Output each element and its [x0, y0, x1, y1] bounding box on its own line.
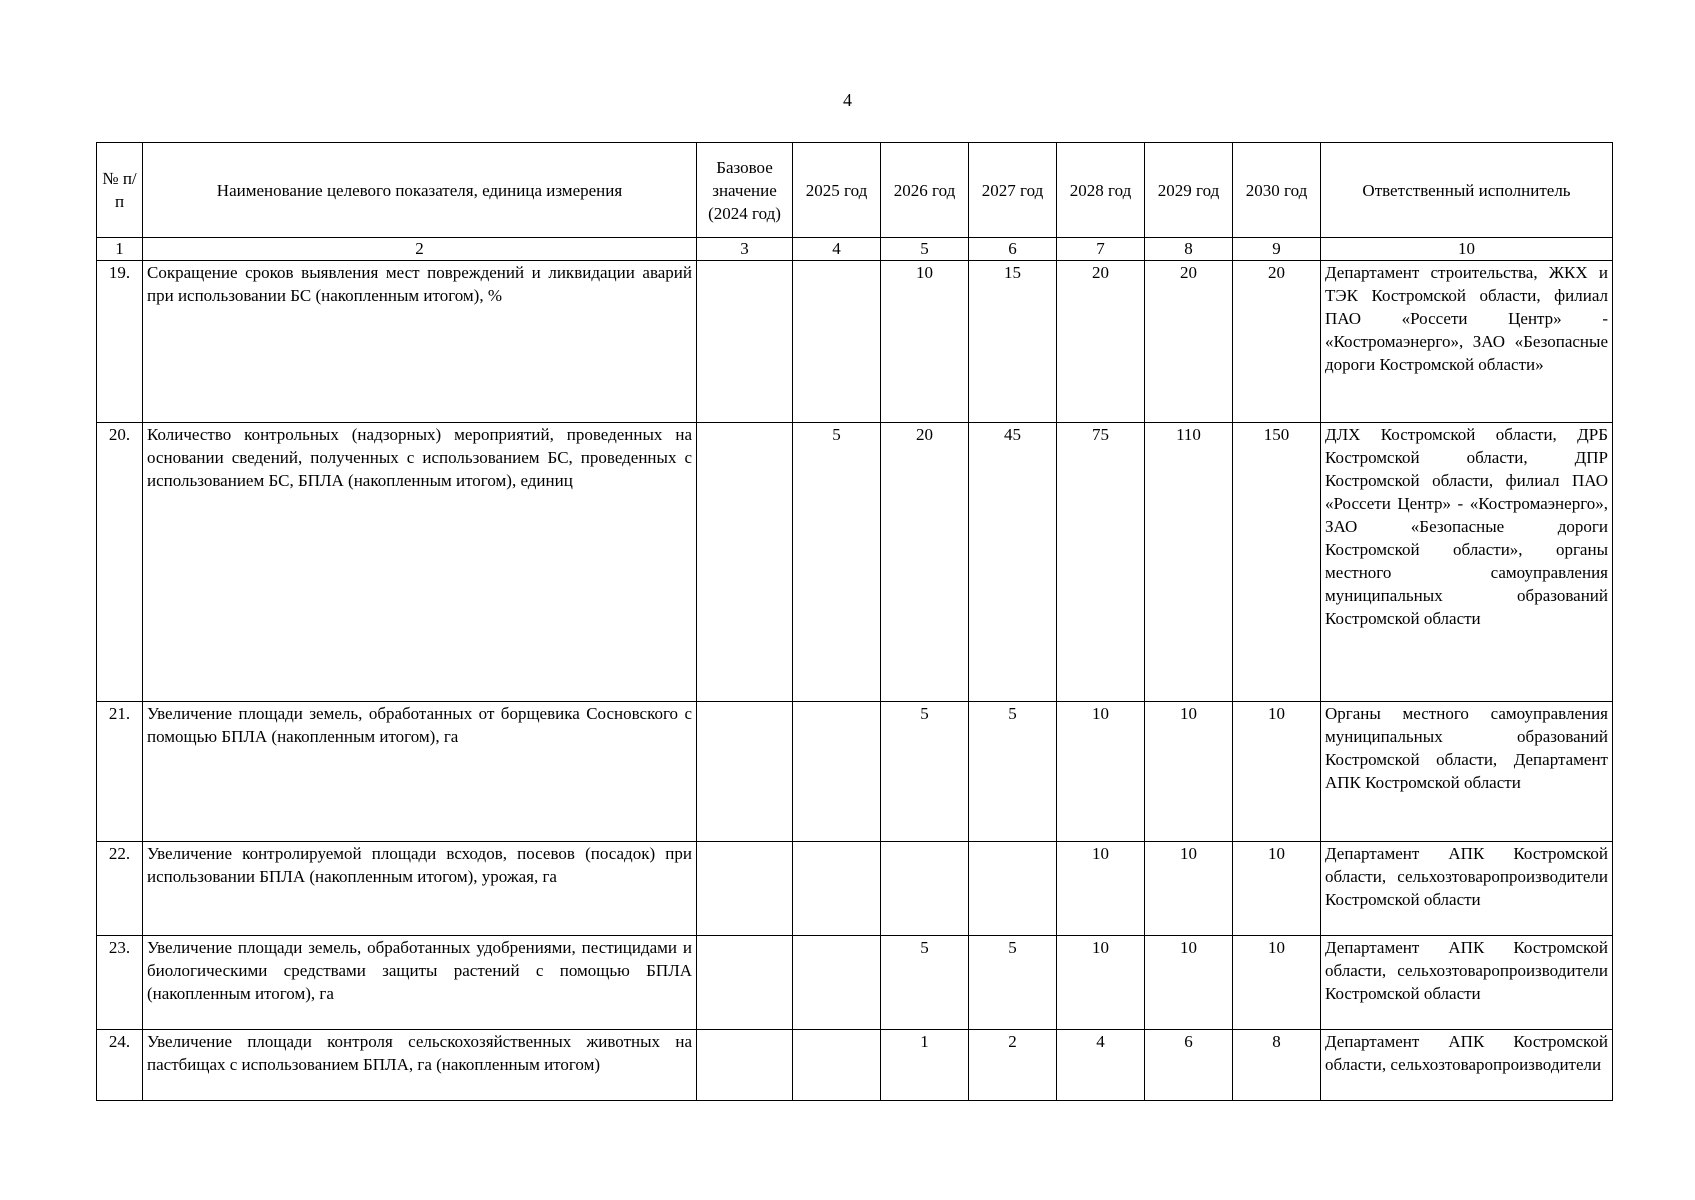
table-row	[97, 423, 1613, 702]
value-2028: 10	[1057, 936, 1145, 1030]
header-2029: 2029 год	[1145, 143, 1233, 238]
column-number: 3	[697, 238, 793, 261]
value-base	[697, 1030, 793, 1101]
value-2027: 5	[969, 702, 1057, 842]
column-number: 6	[969, 238, 1057, 261]
value-2030: 8	[1233, 1030, 1321, 1101]
column-number: 5	[881, 238, 969, 261]
header-num: № п/п	[97, 143, 143, 238]
indicator-name: Увеличение площади земель, обработанных удобрениями, пестицидами и биологическими средствами защиты растений с помощью БПЛА (накопленным итогом), га	[143, 936, 697, 1030]
value-2028: 20	[1057, 261, 1145, 423]
table-row	[97, 1030, 1613, 1101]
table-row	[97, 936, 1613, 1030]
value-base	[697, 936, 793, 1030]
responsible-executor: Департамент АПК Костромской области, сельхозтоваропроизводители Костромской области	[1321, 936, 1613, 1030]
value-2028: 75	[1057, 423, 1145, 702]
row-number: 19.	[97, 261, 143, 423]
value-2026: 20	[881, 423, 969, 702]
value-2026: 5	[881, 936, 969, 1030]
column-number-row	[97, 238, 1613, 261]
responsible-executor: Департамент строительства, ЖКХ и ТЭК Костромской области, филиал ПАО «Россети Центр» - «Костромаэнерго», ЗАО «Безопасные дороги Костромской области»	[1321, 261, 1613, 423]
row-number: 22.	[97, 842, 143, 936]
header-2025: 2025 год	[793, 143, 881, 238]
value-base	[697, 702, 793, 842]
value-2025	[793, 702, 881, 842]
value-2029: 6	[1145, 1030, 1233, 1101]
value-2030: 10	[1233, 702, 1321, 842]
value-2026: 5	[881, 702, 969, 842]
indicators-table	[96, 142, 1613, 1101]
value-2030: 10	[1233, 936, 1321, 1030]
value-2029: 10	[1145, 842, 1233, 936]
indicator-name: Увеличение площади контроля сельскохозяйственных животных на пастбищах с использованием БПЛА, га (накопленным итогом)	[143, 1030, 697, 1101]
value-2029: 20	[1145, 261, 1233, 423]
header-base: Базовое значение (2024 год)	[697, 143, 793, 238]
indicator-name: Увеличение контролируемой площади всходов, посевов (посадок) при использовании БПЛА (накопленным итогом), урожая, га	[143, 842, 697, 936]
value-2028: 10	[1057, 702, 1145, 842]
row-number: 24.	[97, 1030, 143, 1101]
column-number: 7	[1057, 238, 1145, 261]
value-2030: 10	[1233, 842, 1321, 936]
value-2029: 110	[1145, 423, 1233, 702]
column-number: 1	[97, 238, 143, 261]
value-2030: 150	[1233, 423, 1321, 702]
header-2027: 2027 год	[969, 143, 1057, 238]
header-row	[97, 143, 1613, 238]
value-2025: 5	[793, 423, 881, 702]
column-number: 8	[1145, 238, 1233, 261]
value-base	[697, 842, 793, 936]
value-2026	[881, 842, 969, 936]
value-2029: 10	[1145, 936, 1233, 1030]
header-2030: 2030 год	[1233, 143, 1321, 238]
column-number: 9	[1233, 238, 1321, 261]
responsible-executor: Департамент АПК Костромской области, сельхозтоваропроизводители	[1321, 1030, 1613, 1101]
responsible-executor: Органы местного самоуправления муниципальных образований Костромской области, Департамент АПК Костромской области	[1321, 702, 1613, 842]
value-2026: 1	[881, 1030, 969, 1101]
table-row	[97, 702, 1613, 842]
header-name: Наименование целевого показателя, единица измерения	[143, 143, 697, 238]
header-resp: Ответственный исполнитель	[1321, 143, 1613, 238]
value-2027	[969, 842, 1057, 936]
value-2027: 45	[969, 423, 1057, 702]
value-base	[697, 261, 793, 423]
value-2025	[793, 842, 881, 936]
column-number: 10	[1321, 238, 1613, 261]
value-2026: 10	[881, 261, 969, 423]
value-2025	[793, 1030, 881, 1101]
value-2025	[793, 936, 881, 1030]
value-2030: 20	[1233, 261, 1321, 423]
row-number: 23.	[97, 936, 143, 1030]
value-base	[697, 423, 793, 702]
indicator-name: Сокращение сроков выявления мест повреждений и ликвидации аварий при использовании БС (накопленным итогом), %	[143, 261, 697, 423]
header-2026: 2026 год	[881, 143, 969, 238]
value-2027: 2	[969, 1030, 1057, 1101]
value-2027: 5	[969, 936, 1057, 1030]
value-2025	[793, 261, 881, 423]
column-number: 4	[793, 238, 881, 261]
table-row	[97, 842, 1613, 936]
value-2027: 15	[969, 261, 1057, 423]
row-number: 21.	[97, 702, 143, 842]
row-number: 20.	[97, 423, 143, 702]
header-2028: 2028 год	[1057, 143, 1145, 238]
value-2029: 10	[1145, 702, 1233, 842]
value-2028: 10	[1057, 842, 1145, 936]
responsible-executor: Департамент АПК Костромской области, сельхозтоваропроизводители Костромской области	[1321, 842, 1613, 936]
value-2028: 4	[1057, 1030, 1145, 1101]
table-row	[97, 261, 1613, 423]
indicator-name: Увеличение площади земель, обработанных от борщевика Сосновского с помощью БПЛА (накопленным итогом), га	[143, 702, 697, 842]
indicator-name: Количество контрольных (надзорных) мероприятий, проведенных на основании сведений, полученных с использованием БС, проведенных с использованием БС, БПЛА (накопленным итогом), единиц	[143, 423, 697, 702]
column-number: 2	[143, 238, 697, 261]
page-number: 4	[843, 90, 852, 110]
responsible-executor: ДЛХ Костромской области, ДРБ Костромской области, ДПР Костромской области, филиал ПАО «Россети Центр» - «Костромаэнерго», ЗАО «Безопасные дороги Костромской области», органы местного самоуправления муниципальных образований Костромской области	[1321, 423, 1613, 702]
